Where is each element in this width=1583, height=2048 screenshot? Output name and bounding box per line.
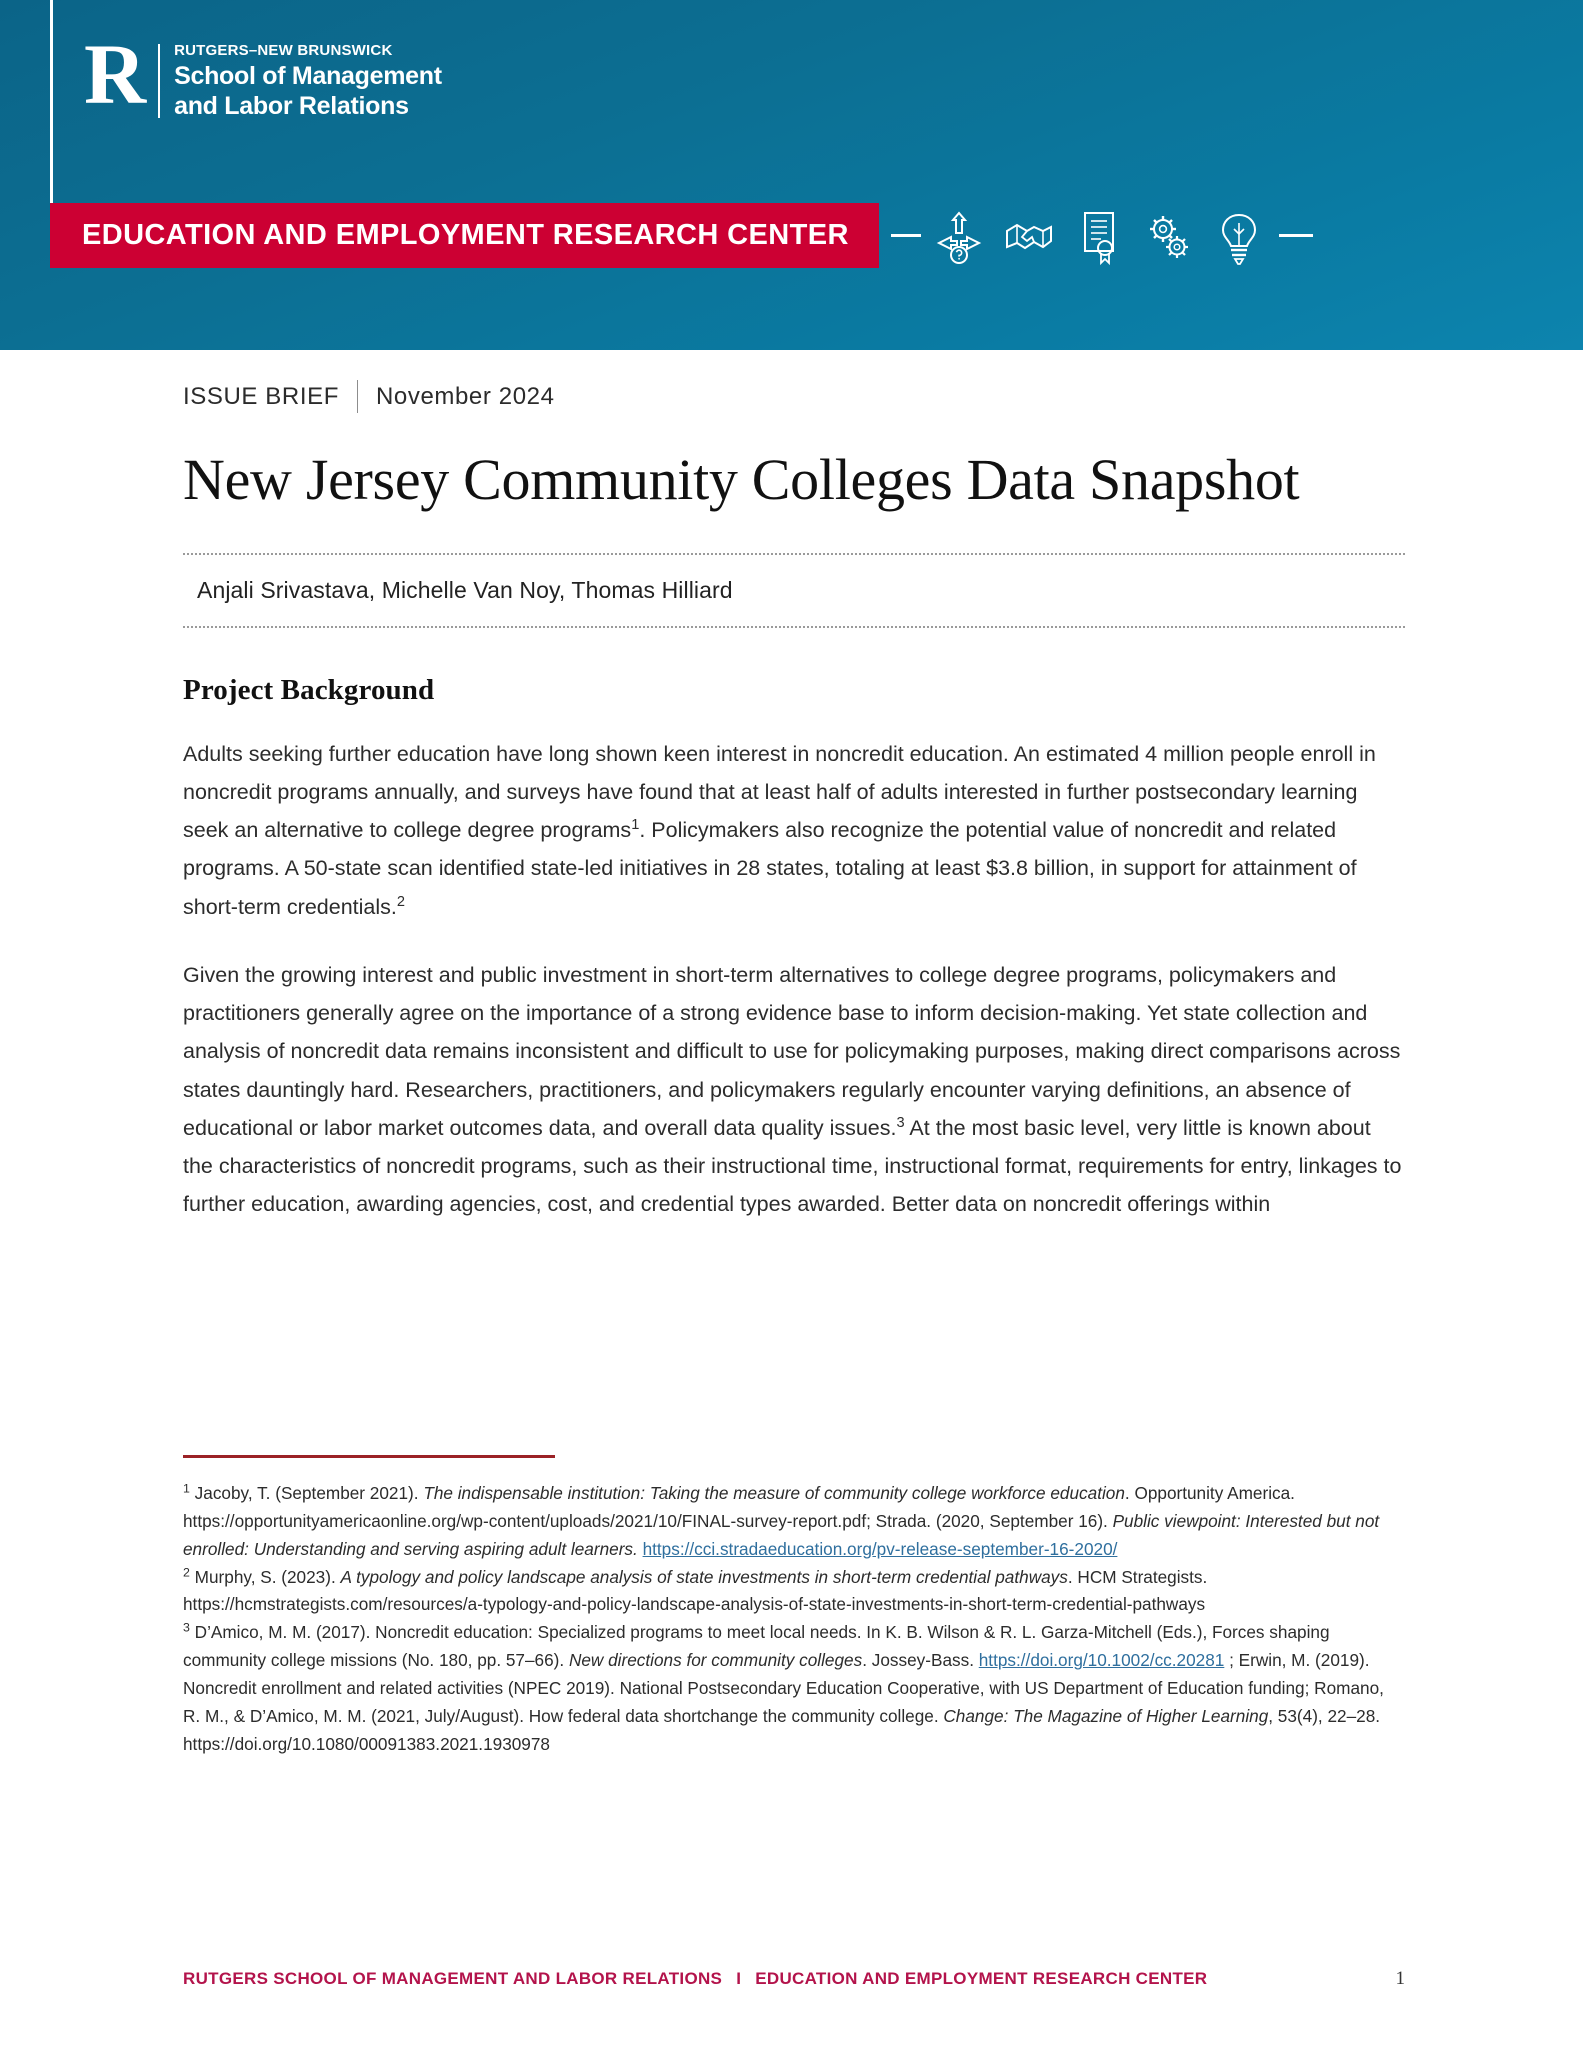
paragraph-2-text-b: At the most basic level, very little is known about the characteristics of noncredit programs, such as their instructional time, instructional format, requirements for entry, linkages to further education, awarding agencies, cost, and credential types awarded. Better data on noncredit offerings within <box>183 1115 1402 1217</box>
footnote-text: ; Erwin, M. (2019). Noncredit enrollment and related activities (NPEC 2019). National Postsecondary Education Cooperative, with US Department of Education funding; Romano, R. M., & D’Amico, M. M. (2021, July/August). How federal data shortchange the community college. <box>183 1650 1384 1726</box>
footnote-title-italic: Public viewpoint: Interested but not enrolled: Understanding and serving aspiring adult learners. <box>183 1510 1380 1559</box>
footer-org-line <box>183 1969 1207 1989</box>
footnote-title-italic: New directions for community colleges <box>568 1650 863 1671</box>
footnote-link[interactable]: https://cci.stradaeducation.org/pv-release-september-16-2020/ <box>642 1538 1118 1559</box>
logo-school-line-1: School of Management <box>174 61 442 90</box>
kicker-label: ISSUE BRIEF <box>183 382 339 410</box>
logo-campus-line: RUTGERS–NEW BRUNSWICK <box>174 42 393 59</box>
logo-divider <box>158 44 160 118</box>
page-header-band <box>0 0 1583 350</box>
footnote-marker: 3 <box>183 1620 190 1635</box>
footer-center-name: EDUCATION AND EMPLOYMENT RESEARCH CENTER <box>755 1969 1208 1988</box>
banner-dash-right <box>1279 234 1313 237</box>
handshake-icon <box>1003 207 1055 265</box>
footnote-text: . Opportunity America. https://opportunityamericaonline.org/wp-content/uploads/2021/10/FINAL-survey-report.pdf; Strada. (2020, September 16). <box>183 1483 1295 1531</box>
authors-rule-bottom <box>183 626 1405 628</box>
footnote-text: . HCM Strategists. https://hcmstrategists.com/resources/a-typology-and-policy-landscape-analysis-of-state-investments-in-short-term-credential-pathways <box>183 1566 1208 1615</box>
document-body <box>183 380 1405 1254</box>
signpost-question-icon <box>933 207 985 265</box>
footnote-ref-3: 3 <box>896 1114 905 1131</box>
page-title: New Jersey Community Colleges Data Snapshot <box>183 447 1300 512</box>
footer-separator: I <box>736 1969 742 1988</box>
logo-school-line-2: and Labor Relations <box>174 92 409 121</box>
paragraph-1 <box>183 735 1405 926</box>
authors-line: Anjali Srivastava, Michelle Van Noy, Thomas Hilliard <box>197 576 733 603</box>
certificate-seal-icon <box>1073 207 1125 265</box>
footnote-1 <box>183 1480 1405 1564</box>
footnote-marker: 1 <box>183 1481 190 1496</box>
paragraph-1-text-a: Adults seeking further education have long shown keen interest in noncredit education. An estimated 4 million people enroll in noncredit programs annually, and surveys have found that at least half of adults interested in further postsecondary learning seek an alternative to college degree programs <box>183 741 1376 843</box>
footnote-title-italic: The indispensable institution: Taking the measure of community college workforce education <box>423 1483 1125 1503</box>
issue-kicker <box>183 380 1405 413</box>
footnote-text: , 53(4), 22–28. https://doi.org/10.1080/00091383.2021.1930978 <box>183 1705 1381 1754</box>
footnote-link[interactable]: https://doi.org/10.1002/cc.20281 <box>978 1650 1225 1671</box>
footnote-ref-1: 1 <box>631 816 640 833</box>
footnote-text: Jacoby, T. (September 2021). <box>194 1483 424 1503</box>
page-footer <box>183 1968 1405 1990</box>
header-icon-row <box>933 207 1265 265</box>
footnote-text: D’Amico, M. M. (2017). Noncredit education: Specialized programs to meet local needs. In K. B. Wilson & R. L. Garza-Mitchell (Eds.), Forces shaping community college missions (No. 180, pp. 57–66). <box>183 1622 1330 1671</box>
page-number: 1 <box>1395 1968 1405 1989</box>
paragraph-2-text-a: Given the growing interest and public investment in short-term alternatives to college degree programs, policymakers and practitioners generally agree on the importance of a strong evidence base to inform decision-making. Yet state collection and analysis of noncredit data remains inconsistent and difficult to use for policymaking purposes, making direct comparisons across states dauntingly hard. Researchers, practitioners, and policymakers regularly encounter varying definitions, an absence of educational or labor market outcomes data, and overall data quality issues. <box>183 962 1401 1140</box>
footnote-title-italic: A typology and policy landscape analysis of state investments in short-term credential pathways <box>340 1566 1068 1587</box>
lightbulb-icon <box>1213 207 1265 265</box>
logo-wordmark <box>174 38 442 122</box>
kicker-divider <box>357 380 358 413</box>
paragraph-1-text-b: . Policymakers also recognize the potential value of noncredit and related programs. A 50-state scan identified state-led initiatives in 28 states, totaling at least $3.8 billion, in support for attainment of short-term credentials. <box>183 818 1357 919</box>
eerc-banner: EDUCATION AND EMPLOYMENT RESEARCH CENTER <box>50 203 879 268</box>
gears-icon <box>1143 207 1195 265</box>
rutgers-logo <box>84 26 442 122</box>
footnote-ref-2: 2 <box>396 893 406 910</box>
footnotes-block <box>183 1455 1405 1759</box>
eerc-banner-row <box>50 203 1540 268</box>
footnote-text: Murphy, S. (2023). <box>194 1566 341 1587</box>
kicker-date: November 2024 <box>375 382 555 410</box>
rutgers-r-mark: R <box>84 26 145 122</box>
footnote-2 <box>183 1564 1405 1620</box>
section-heading: Project Background <box>183 673 435 706</box>
footnote-separator-rule <box>183 1455 555 1458</box>
footnote-marker: 2 <box>183 1564 190 1579</box>
footnote-title-italic: Change: The Magazine of Higher Learning <box>943 1705 1269 1726</box>
footer-school-name: RUTGERS SCHOOL OF MANAGEMENT AND LABOR RELATIONS <box>183 1969 723 1988</box>
paragraph-2 <box>183 956 1405 1224</box>
footnote-3 <box>183 1619 1405 1758</box>
footnote-list <box>183 1480 1405 1759</box>
footnote-text: . Jossey-Bass. <box>862 1650 979 1671</box>
banner-dash <box>891 234 921 237</box>
